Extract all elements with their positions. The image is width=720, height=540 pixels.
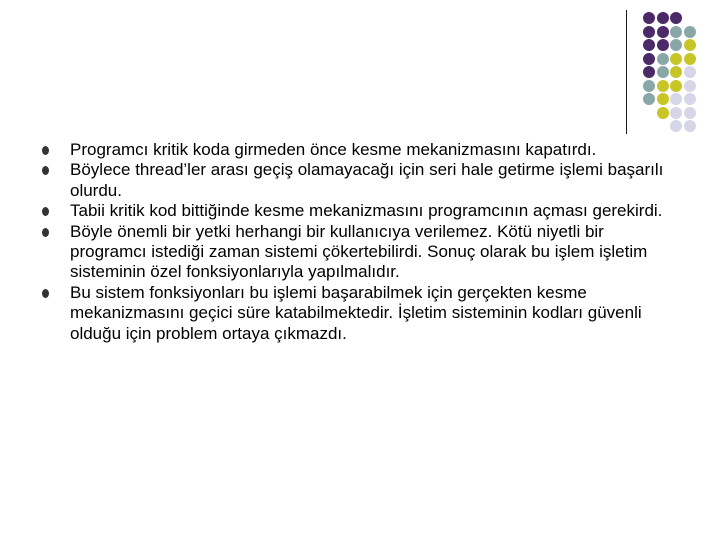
decorative-dot [684, 39, 696, 51]
decorative-dot [657, 26, 669, 38]
bullet-text: Böyle önemli bir yetki herhangi bir kullanıcıya verilemez. Kötü niyetli bir programcı istediği zaman sistemi çökertebilirdi. Sonuç olarak bu işlem işletim sisteminin özel fonksiyonlarıyla yapılmalıdır. [70, 221, 648, 282]
decorative-dot [643, 66, 655, 78]
decorative-dot [657, 53, 669, 65]
bullet-text: Bu sistem fonksiyonları bu işlemi başarabilmek için gerçekten kesme mekanizmasını geçici süre katabilmektedir. İşletim sisteminin kodları güvenli olduğu için problem ortaya çıkmazdı. [70, 282, 642, 343]
decorative-dot [670, 107, 682, 119]
decorative-dot [684, 80, 696, 92]
bullet-marker-icon [42, 228, 49, 237]
decorative-dot [670, 93, 682, 105]
decorative-dot [684, 93, 696, 105]
decorative-dot [643, 80, 655, 92]
vertical-divider [626, 10, 627, 134]
bullet-marker-icon [42, 289, 49, 298]
bullet-text: Böylece thread’ler arası geçiş olamayacağı için seri hale getirme işlemi başarılı olurdu. [70, 160, 664, 200]
decorative-dot [657, 66, 669, 78]
decorative-dot [670, 26, 682, 38]
bullet-item [40, 201, 680, 221]
bullet-item [40, 222, 680, 283]
slide-content [40, 140, 680, 344]
decorative-dot [643, 53, 655, 65]
decorative-dot [657, 107, 669, 119]
bullet-item [40, 283, 680, 344]
decorative-dot [657, 80, 669, 92]
decorative-dot [670, 80, 682, 92]
bullet-marker-icon [42, 166, 49, 175]
bullet-text: Programcı kritik koda girmeden önce kesme mekanizmasını kapatırdı. [70, 140, 597, 159]
decorative-dot [670, 39, 682, 51]
decorative-dot [657, 39, 669, 51]
decorative-dot [670, 66, 682, 78]
decorative-dot [670, 53, 682, 65]
decorative-dot [643, 39, 655, 51]
decorative-dot [684, 53, 696, 65]
decorative-dot [670, 12, 682, 24]
bullet-item [40, 140, 680, 160]
decorative-dot [643, 26, 655, 38]
decorative-dot [657, 93, 669, 105]
decorative-dot [684, 107, 696, 119]
bullet-marker-icon [42, 207, 49, 216]
bullet-text: Tabii kritik kod bittiğinde kesme mekanizmasını programcının açması gerekirdi. [70, 201, 663, 221]
bullet-list [40, 140, 680, 344]
decorative-dot [684, 26, 696, 38]
bullet-item [40, 160, 680, 201]
decorative-dot [684, 120, 696, 132]
decorative-dot [670, 120, 682, 132]
decorative-dot [657, 12, 669, 24]
bullet-marker-icon [42, 146, 49, 155]
decorative-dot [643, 93, 655, 105]
decorative-dot [643, 12, 655, 24]
decorative-dot [684, 66, 696, 78]
